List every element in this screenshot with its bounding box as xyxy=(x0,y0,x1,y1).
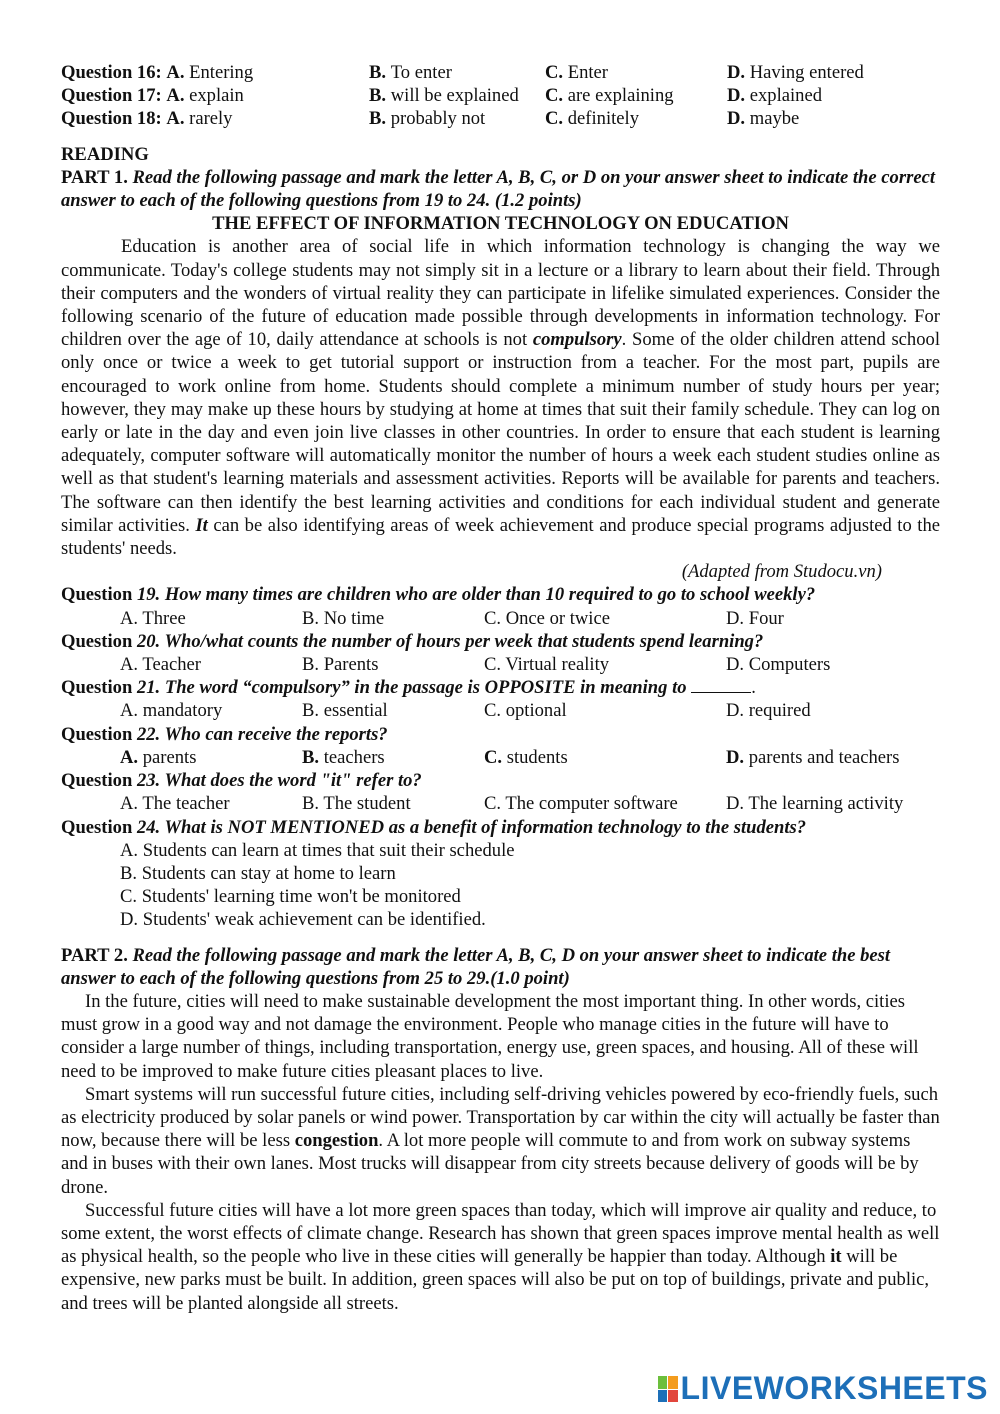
question-19-options xyxy=(61,607,940,630)
part2-paragraph-3: Successful future cities will have a lot more green spaces than today, which will improve air quality and reduce, to some extent, the worst effects of climate change. Research has shown that green spaces improve mental health as well as physical health, so the people who live in these cities will generally be happier than today. Although it will be expensive, new parks must be built. In addition, green spaces will also be put on top of buildings, private and public, and trees will be planted alongside all streets. xyxy=(61,1199,940,1314)
question-18-label: Question 18: xyxy=(61,108,162,130)
part2-paragraph-1: In the future, cities will need to make sustainable development the most important thing. In other words, cities must grow in a good way and not damage the environment. People who manage cities in the future will have to consider a large number of things, including transportation, energy use, green spaces, and housing. All of these will need to be improved to make future cities pleasant places to live. xyxy=(61,990,919,1082)
worksheet-page xyxy=(61,61,940,1315)
liveworksheets-logo[interactable] xyxy=(658,1370,988,1407)
option-a: rarely xyxy=(189,108,233,130)
option-a: A. mandatory xyxy=(120,700,223,722)
option-b: B. teachers xyxy=(302,746,385,768)
option-a: A. Teacher xyxy=(120,654,201,676)
question-16-label: Question 16: xyxy=(61,62,162,83)
question-21-options xyxy=(61,699,940,722)
option-a: Entering xyxy=(189,62,254,83)
option-b: B. essential xyxy=(302,700,388,722)
option-b: will be explained xyxy=(390,85,519,107)
keyword-compulsory: compulsory xyxy=(532,329,622,351)
question-17-label: Question 17: xyxy=(61,85,162,107)
liveworksheets-logo-text: LIVEWORKSHEETS xyxy=(680,1370,988,1407)
option-b: B. Students can stay at home to learn xyxy=(120,862,396,884)
part2-label: PART 2. xyxy=(61,944,128,966)
option-c: C. Virtual reality xyxy=(484,654,610,676)
part1-instruction-text: Read the following passage and mark the letter A, B, C, or D on your answer sheet to indicate the correct answer to each of the following questions from 19 to 24. (1.2 points) xyxy=(61,166,935,212)
passage-1: Education is another area of social life in which information technology is changing the way we communicate. Today's college students may not simply sit in a lecture or a library to learn about their field. Through their computers and the wonders of virtual reality they can participate in lifelike simulated experiences. Consider the following scenario of the future of education made possible through developments in information technology. For children over the age of 10, daily attendance at schools is not compulsory. Some of the older children attend school only once or twice a week to get tutorial support or instruction from a teacher. For the most part, pupils are encouraged to work online from home. Students should complete a minimum number of study hours per year; however, they may make up these hours by studying at home at times that suit their family schedule. They can log on early or late in the day and even join live classes in other countries. In order to ensure that each student is learning adequately, computer software will automatically monitor the number of hours a week each student studies online as well as that student's learning materials and assessment activities. Reports will be available for parents and teachers. The software can then identify the best learning activities and conditions for each individual student and generate similar activities. It can be also identifying areas of week achievement and produce special programs adjusted to the students' needs. xyxy=(61,236,940,560)
option-a: A. parents xyxy=(120,746,197,768)
option-b: B. No time xyxy=(302,607,385,629)
option-d: D. The learning activity xyxy=(726,793,904,815)
keyword-congestion: congestion xyxy=(294,1130,379,1152)
option-a: A. Students can learn at times that suit their schedule xyxy=(120,839,515,861)
option-c: C. Students' learning time won't be monitored xyxy=(120,886,461,908)
option-d: explained xyxy=(749,85,823,107)
option-c: are explaining xyxy=(567,85,674,107)
reading-heading: READING xyxy=(61,143,149,165)
question-23-stem: Question 23. What does the word "it" refer to? xyxy=(61,770,422,792)
passage-source: (Adapted from Studocu.vn) xyxy=(681,561,882,583)
option-a: explain xyxy=(189,85,244,107)
question-20-options xyxy=(61,653,940,676)
option-d: D. Computers xyxy=(726,654,831,676)
option-c: C. optional xyxy=(484,700,567,722)
option-a: A. The teacher xyxy=(120,793,230,815)
option-c: C. The computer software xyxy=(484,793,678,815)
option-b: B. The student xyxy=(302,793,411,815)
option-d: D. required xyxy=(726,700,811,722)
option-b: probably not xyxy=(390,108,486,130)
grammar-question-list xyxy=(61,61,940,131)
question-19-stem: Question 19. How many times are children who are older than 10 required to go to school weekly? xyxy=(61,584,816,606)
question-20-stem: Question 20. Who/what counts the number of hours per week that students spend learning? xyxy=(61,630,764,652)
question-22-options xyxy=(61,746,940,769)
option-d: maybe xyxy=(749,108,800,130)
option-a: A. Three xyxy=(120,607,186,629)
reading-questions xyxy=(61,583,940,931)
part2-instruction xyxy=(61,944,940,990)
question-23-options xyxy=(61,792,940,815)
option-c: C. Once or twice xyxy=(484,607,610,629)
keyword-it-2: it xyxy=(830,1246,842,1268)
question-22-stem: Question 22. Who can receive the reports? xyxy=(61,723,388,745)
option-c: Enter xyxy=(567,62,608,83)
option-d: Having entered xyxy=(749,62,864,83)
question-24-stem: Question 24. What is NOT MENTIONED as a benefit of information technology to the students? xyxy=(61,816,807,838)
passage-title: THE EFFECT OF INFORMATION TECHNOLOGY ON EDUCATION xyxy=(212,213,789,235)
question-17-row: Question 17: A. explain B. will be explained C. are explaining D. explained xyxy=(61,85,823,107)
question-21-stem: Question 21. The word “compulsory” in the passage is OPPOSITE in meaning to . xyxy=(61,677,756,699)
option-b: B. Parents xyxy=(302,654,379,676)
option-d: D. parents and teachers xyxy=(726,746,900,768)
question-16-row: Question 16: A. Entering B. To enter C. Enter D. Having entered xyxy=(61,62,864,83)
liveworksheets-logo-icon xyxy=(658,1376,678,1402)
keyword-it: It xyxy=(195,514,208,536)
part2-paragraph-2: Smart systems will run successful future cities, including self-driving vehicles powered by eco-friendly fuels, such as electricity produced by solar panels or wind power. Transportation by car within the city will actually be faster than now, because there will be less congestion. A lot more people will commute to and from work on subway systems and in buses with their own lanes. Most trucks will disappear from city streets because delivery of goods will be by drone. xyxy=(61,1083,940,1198)
part1-instruction xyxy=(61,166,940,212)
option-c: definitely xyxy=(567,108,639,130)
question-18-row: Question 18: A. rarely B. probably not C. definitely D. maybe xyxy=(61,108,800,130)
option-d: D. Four xyxy=(726,607,784,629)
answer-blank xyxy=(691,678,751,693)
option-c: C. students xyxy=(484,746,568,768)
option-d: D. Students' weak achievement can be identified. xyxy=(120,909,486,931)
part2-instruction-text: Read the following passage and mark the letter A, B, C, D on your answer sheet to indicate the best answer to each of the following questions from 25 to 29.(1.0 point) xyxy=(61,944,891,989)
option-b: To enter xyxy=(390,62,452,83)
part1-label: PART 1. xyxy=(61,166,128,188)
